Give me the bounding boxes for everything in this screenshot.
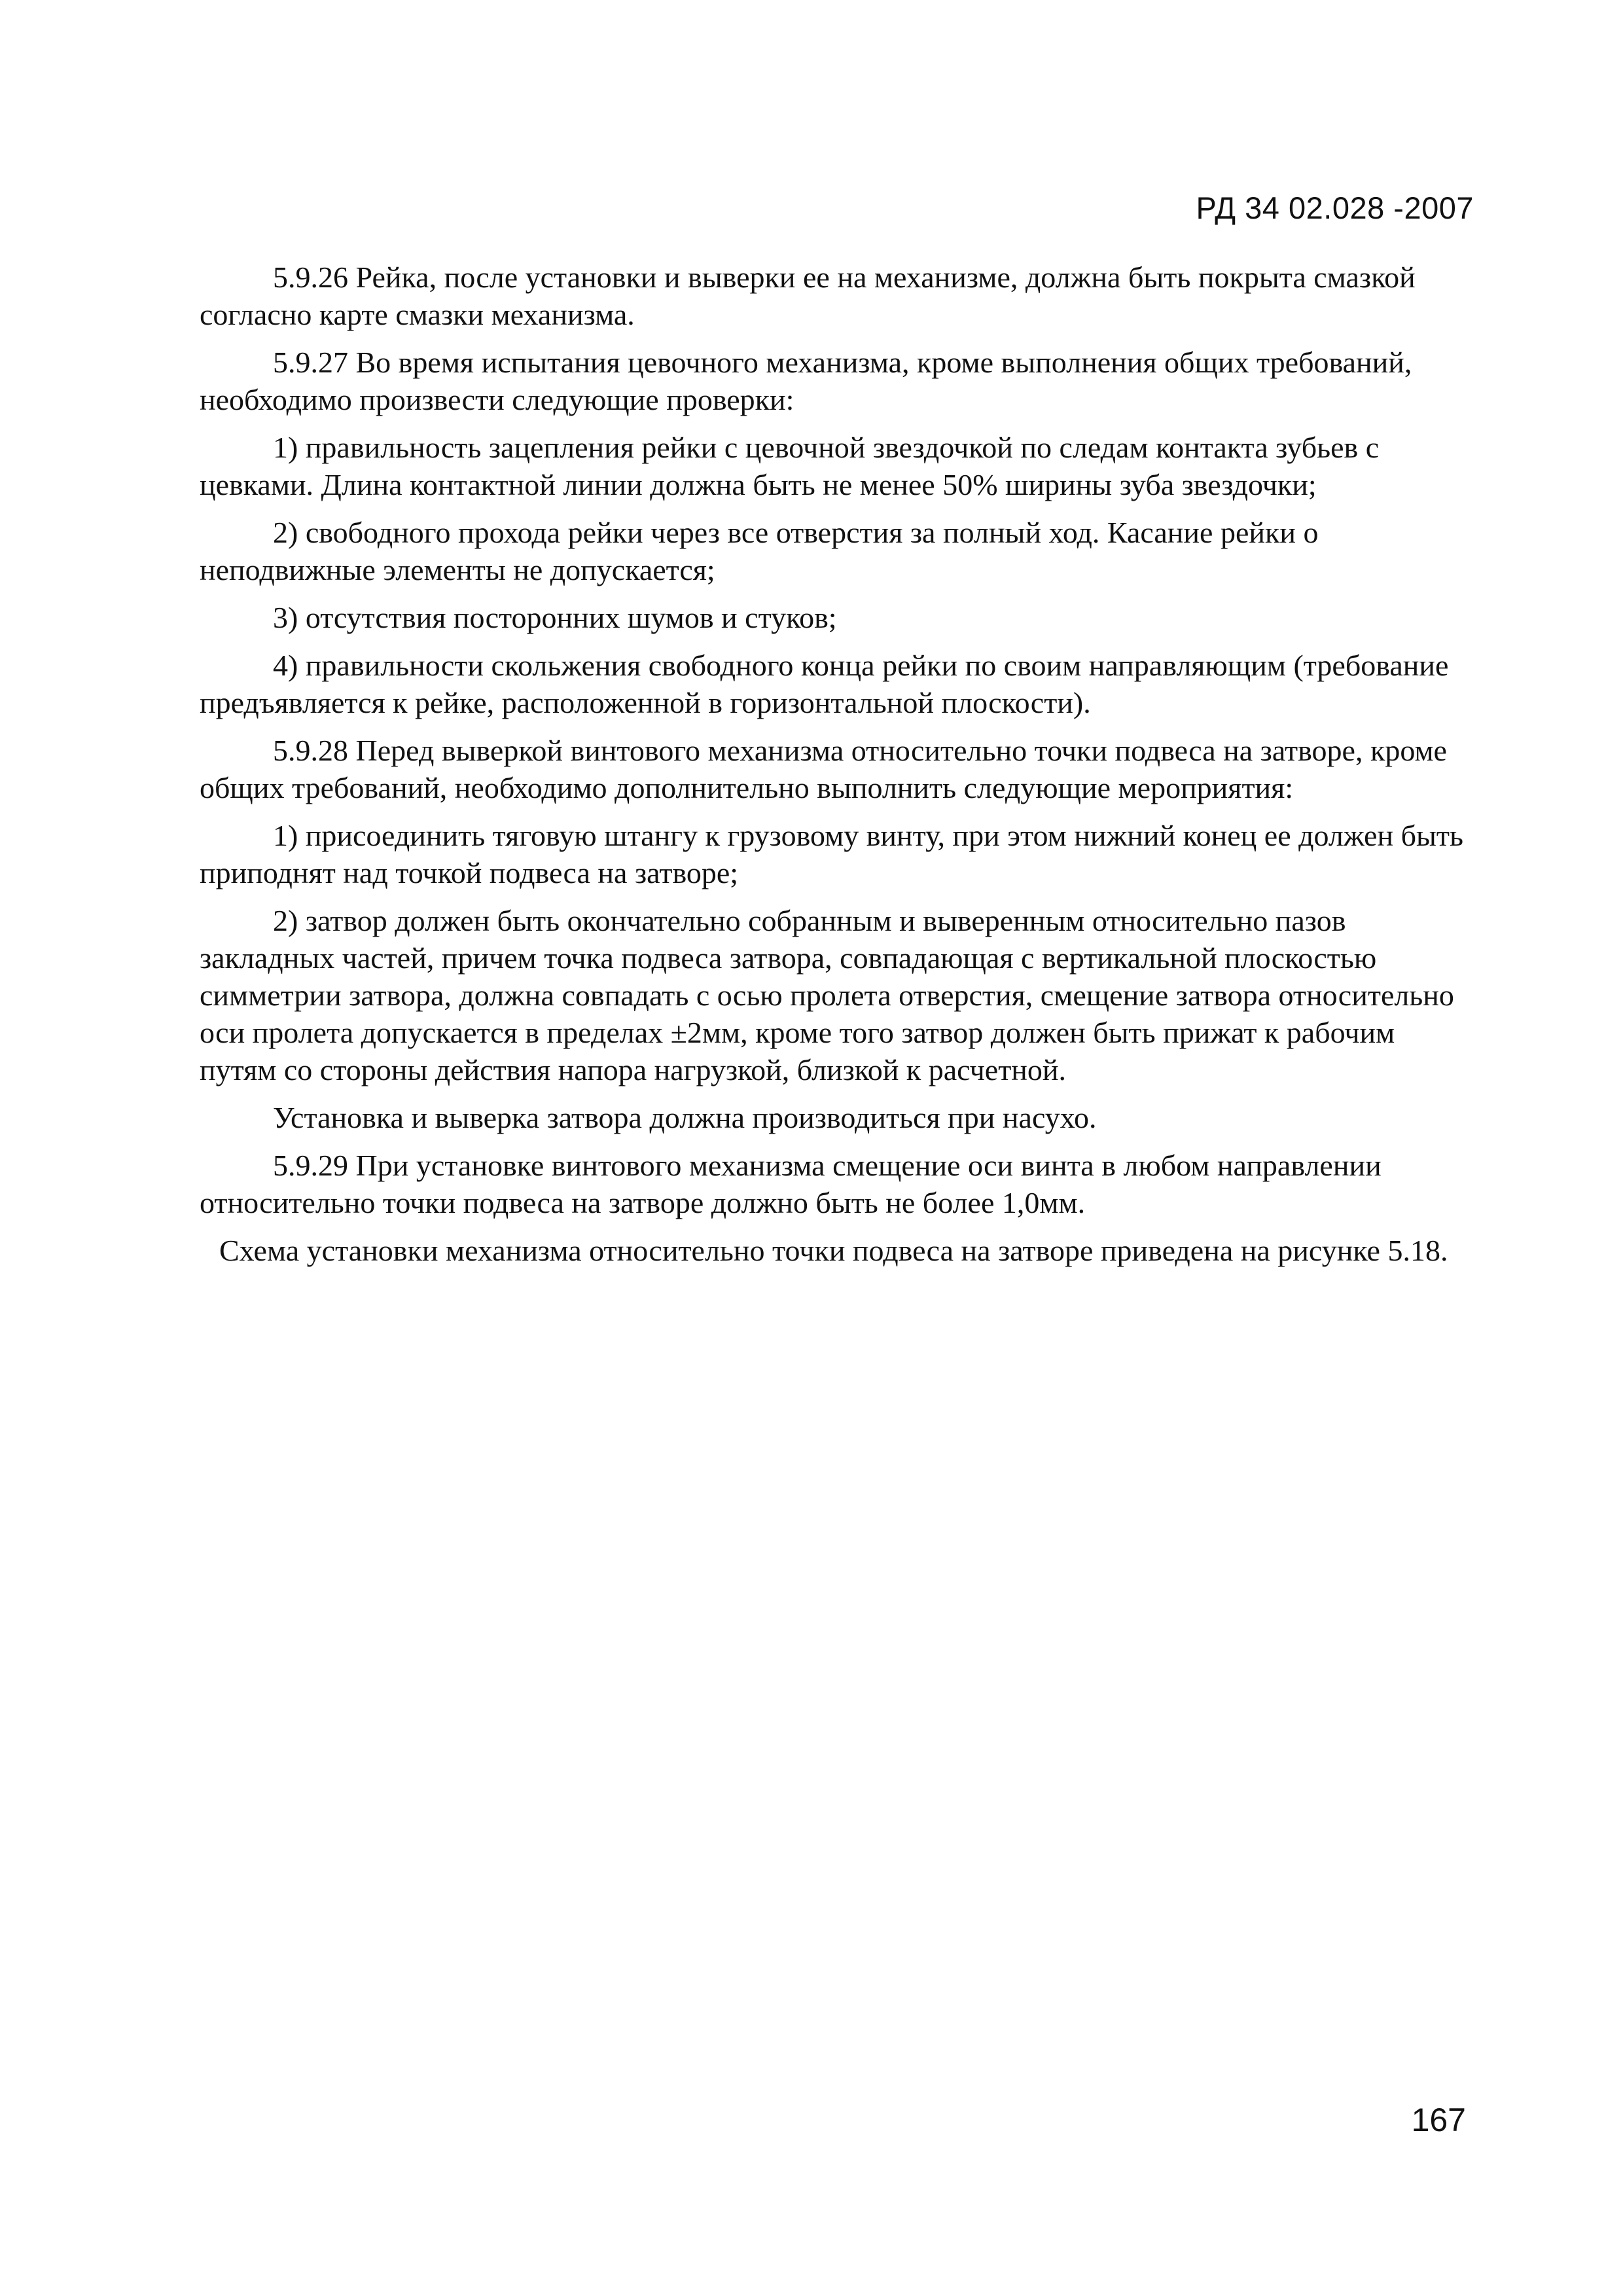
list-item-3: 3) отсутствия посторонних шумов и стуков; [273,601,837,634]
installation-note: Установка и выверка затвора должна производиться при насухо. [273,1101,1097,1134]
document-code: РД 34 02.028 -2007 [1196,190,1474,225]
page-number: 167 [1411,2102,1466,2138]
list-item-2: 2) свободного прохода рейки через все отверстия за полный ход. Касание рейки о неподвижные элементы не допускается; [200,516,1319,586]
list-item-6: 2) затвор должен быть окончательно собранным и выверенным относительно пазов закладных частей, причем точка подвеса затвора, совпадающая с вертикальной плоскостью симметрии затвора, должна совпадать с осью пролета отверстия, смещение затвора относительно оси пролета допускается в пределах ±2мм, кроме того затвор должен быть прижат к рабочим путям со стороны действия напора нагрузкой, близкой к расчетной. [200,904,1454,1086]
list-item-1: 1) правильность зацепления рейки с цевочной звездочкой по следам контакта зубьев с цевками. Длина контактной линии должна быть не менее 50% ширины зуба звездочки; [200,431,1380,501]
figure-reference: Схема установки механизма относительно точки подвеса на затворе приведена на рисунке 5.18. [219,1234,1448,1267]
paragraph-5-9-29: 5.9.29 При установке винтового механизма смещение оси винта в любом направлении относительно точки подвеса на затворе должно быть не более 1,0мм. [200,1149,1382,1219]
paragraph-5-9-27: 5.9.27 Во время испытания цевочного механизма, кроме выполнения общих требований, необходимо произвести следующие проверки: [200,346,1412,416]
body-text [200,259,1474,1280]
paragraph-5-9-26: 5.9.26 Рейка, после установки и выверки ее на механизме, должна быть покрыта смазкой согласно карте смазки механизма. [200,260,1416,331]
list-item-4: 4) правильности скольжения свободного конца рейки по своим направляющим (требование предъявляется к рейке, расположенной в горизонтальной плоскости). [200,649,1449,719]
list-item-5: 1) присоединить тяговую штангу к грузовому винту, при этом нижний конец ее должен быть приподнят над точкой подвеса на затворе; [200,819,1463,889]
paragraph-5-9-28: 5.9.28 Перед выверкой винтового механизма относительно точки подвеса на затворе, кроме общих требований, необходимо дополнительно выполнить следующие мероприятия: [200,734,1447,804]
